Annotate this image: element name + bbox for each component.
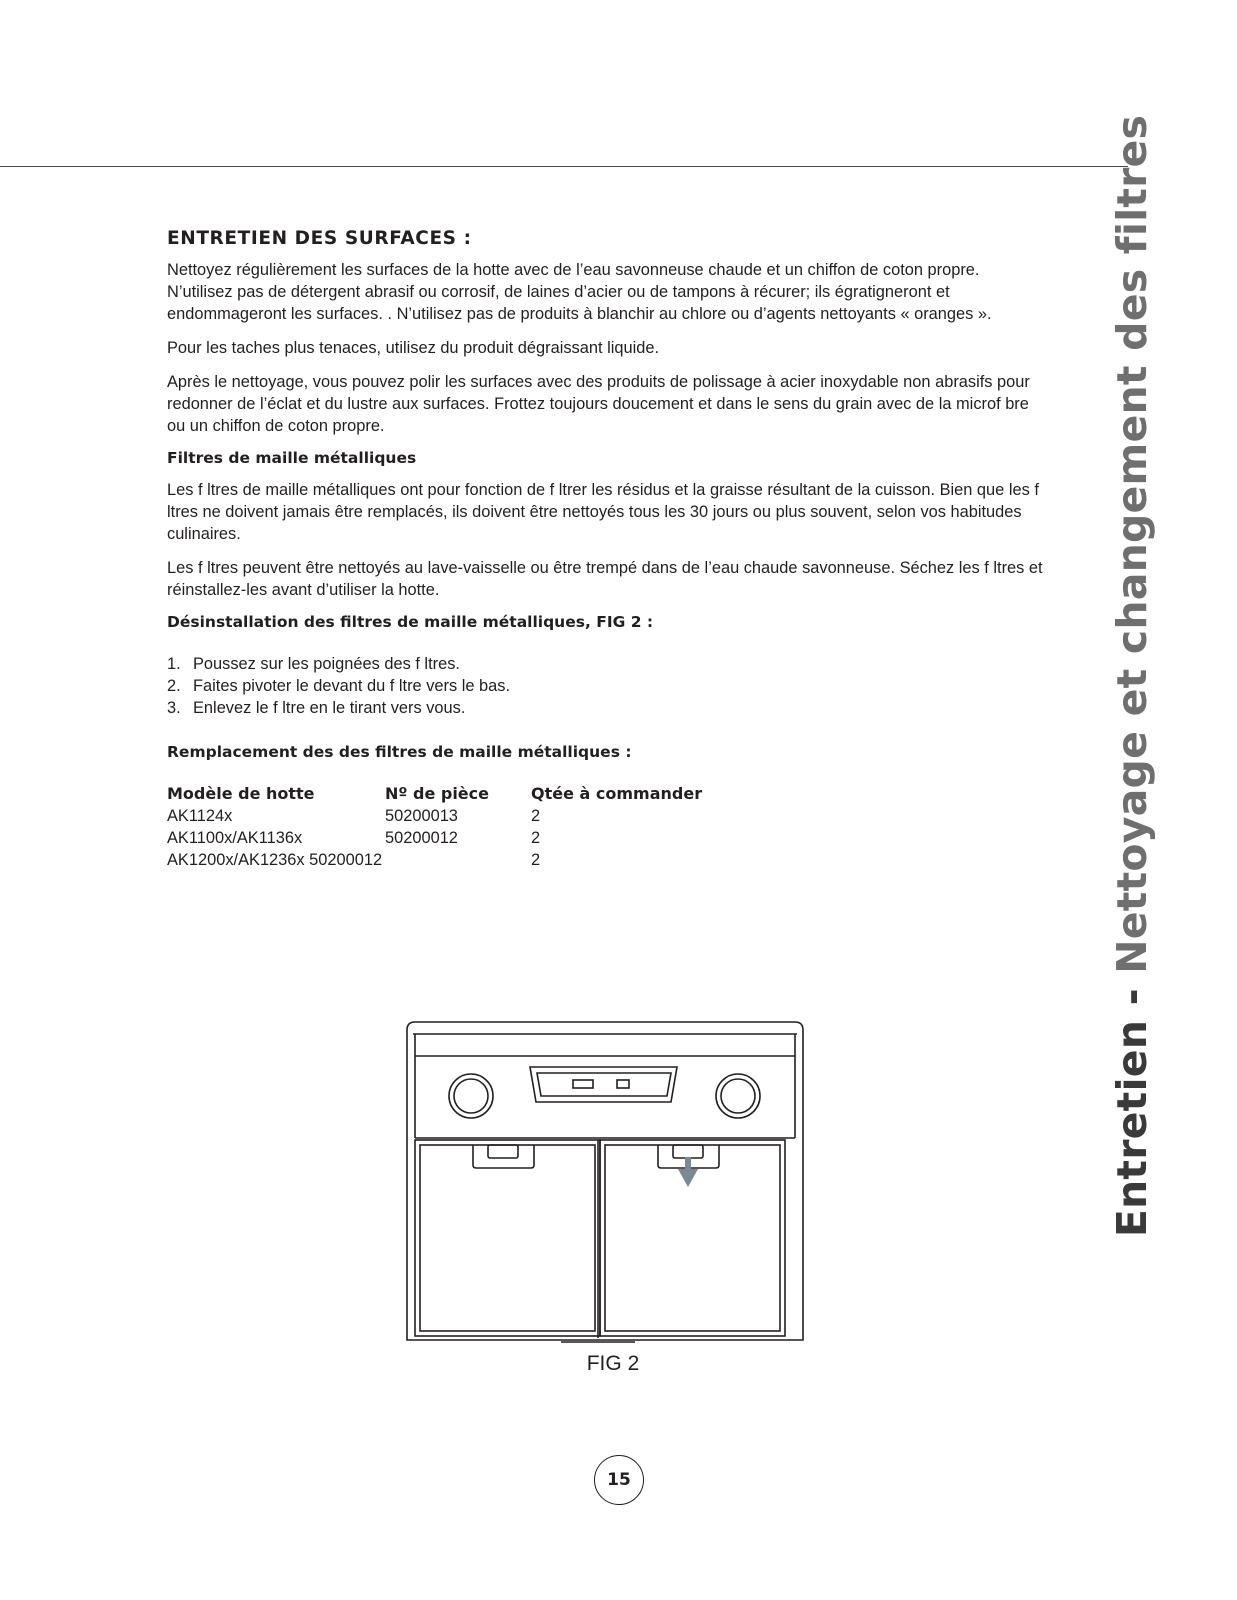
list-item: 1. Poussez sur les poignées des f ltres. (167, 655, 460, 673)
side-title-part2: Nettoyage et changement des filtres (1108, 114, 1156, 974)
surfaces-heading: ENTRETIEN DES SURFACES : (167, 228, 472, 249)
knob-left-icon (449, 1074, 493, 1118)
table-row: AK1200x/AK1236x 50200012 2 (167, 851, 541, 869)
main-content (167, 228, 1047, 871)
replacement-heading: Remplacement des des filtres de maille métalliques : (167, 743, 632, 761)
table-row: AK1100x/AK1136x 50200012 2 (167, 829, 541, 847)
surfaces-paragraph-2: Pour les taches plus tenaces, utilisez du produit dégraissant liquide. (167, 339, 660, 357)
filter-frame-left (415, 1140, 600, 1336)
indicator-1-icon (573, 1080, 593, 1088)
side-section-title (1108, 115, 1156, 1237)
filters-paragraph-2: Les f ltres peuvent être nettoyés au lave-vaisselle ou être trempé dans de l’eau chaude savonneuse. Séchez les f ltres et réinstallez-les avant d’utiliser la hotte. (167, 559, 1043, 599)
push-down-arrow-icon (678, 1157, 698, 1187)
list-item: 3. Enlevez le f ltre en le tirant vers vous. (167, 699, 466, 717)
filter-handle-left-icon (473, 1145, 534, 1168)
col-header-qty: Qtée à commander (531, 784, 703, 803)
side-title-part1: Entretien - (1108, 973, 1156, 1238)
col-header-model: Modèle de hotte (167, 784, 315, 803)
filters-paragraph-1: Les f ltres de maille métalliques ont pour fonction de f ltrer les résidus et la graisse résultant de la cuisson. Bien que les f ltres ne doivent jamais être remplacés, ils doivent être nettoyés tous les 30 jours ou plus souvent, selon vos habitudes culinaires. (167, 481, 1039, 543)
filters-heading: Filtres de maille métalliques (167, 449, 417, 467)
range-hood-diagram (405, 1020, 805, 1350)
page-number: 15 (594, 1455, 644, 1505)
table-header-row (167, 783, 1047, 805)
removal-steps (167, 653, 1047, 719)
surfaces-paragraph-1: Nettoyez régulièrement les surfaces de la hotte avec de l’eau savonneuse chaude et un chiffon de coton propre. N’utilisez pas de détergent abrasif ou corrosif, de laines d’acier ou de tampons à récurer; ils égratigneront et endommageront les surfaces. . N’utilisez pas de produits à blanchir au chlore ou d’agents nettoyants « oranges ». (167, 261, 992, 323)
figure-caption: FIG 2 (586, 1352, 640, 1375)
indicator-2-icon (617, 1080, 629, 1088)
col-header-part: Nº de pièce (385, 784, 489, 803)
header-rule (0, 166, 1128, 167)
surfaces-paragraph-3: Après le nettoyage, vous pouvez polir les surfaces avec des produits de polissage à acier inoxydable non abrasifs pour redonner de l’éclat et du lustre aux surfaces. Frottez toujours doucement et dans le sens du grain avec de la microf bre ou un chiffon de coton propre. (167, 373, 1030, 435)
removal-heading: Désinstallation des filtres de maille métalliques, FIG 2 : (167, 613, 654, 631)
parts-table (167, 783, 1047, 871)
knob-right-icon (716, 1074, 760, 1118)
list-item: 2. Faites pivoter le devant du f ltre vers le bas. (167, 677, 511, 695)
table-row: AK1124x 50200013 2 (167, 807, 541, 825)
